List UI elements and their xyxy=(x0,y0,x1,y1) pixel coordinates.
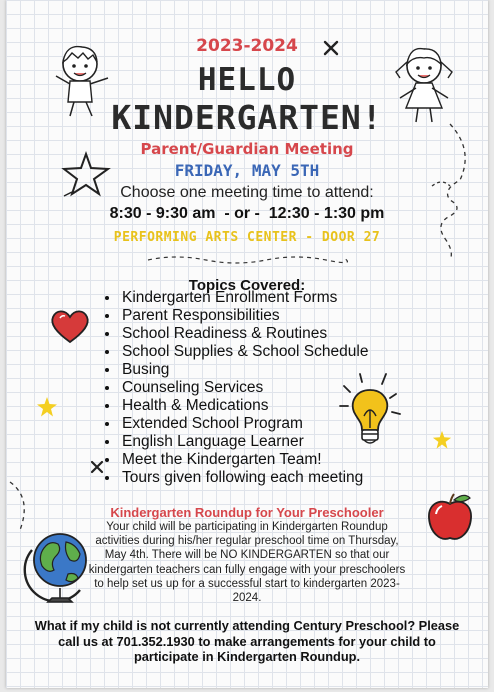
globe-icon xyxy=(20,520,100,610)
boy-doodle-icon xyxy=(48,40,126,120)
meeting-date: FRIDAY, MAY 5TH xyxy=(174,161,320,180)
apple-icon xyxy=(424,492,476,544)
list-item: • Tours given following each meeting xyxy=(120,469,368,487)
school-year: 2023-2024 xyxy=(196,36,298,56)
roundup-heading: Kindergarten Roundup for Your Preschooler xyxy=(110,505,384,520)
dashed-swirl-decoration xyxy=(420,120,480,260)
list-item: • Health & Medications xyxy=(120,397,368,415)
cross-mark-icon xyxy=(90,460,104,474)
list-item: • Busing xyxy=(120,361,368,379)
list-item: • Counseling Services xyxy=(120,379,368,397)
topics-heading: Topics Covered: xyxy=(188,277,306,294)
flyer-page xyxy=(6,0,488,688)
list-item: • English Language Learner xyxy=(120,433,368,451)
wavy-divider xyxy=(146,252,346,266)
topics-list xyxy=(102,289,368,487)
choose-time-text: Choose one meeting time to attend: xyxy=(120,184,374,201)
small-star-icon xyxy=(432,430,452,450)
girl-doodle-icon xyxy=(384,42,464,126)
headline-kindergarten: KINDERGARTEN! xyxy=(111,98,383,137)
list-item: • Meet the Kindergarten Team! xyxy=(120,451,368,469)
list-item: • Kindergarten Enrollment Forms xyxy=(120,289,368,307)
meeting-location: PERFORMING ARTS CENTER - DOOR 27 xyxy=(113,230,381,245)
list-item: • Parent Responsibilities xyxy=(120,307,368,325)
list-item: • Extended School Program xyxy=(120,415,368,433)
meeting-times: 8:30 - 9:30 am - or - 12:30 - 1:30 pm xyxy=(109,205,385,222)
cross-mark-icon xyxy=(323,40,339,56)
small-star-icon xyxy=(36,396,58,418)
list-item: • School Supplies & School Schedule xyxy=(120,343,368,361)
headline-hello: HELLO xyxy=(197,62,297,98)
heart-icon xyxy=(50,308,90,344)
lightbulb-icon xyxy=(338,372,402,452)
meeting-subtitle: Parent/Guardian Meeting xyxy=(140,140,354,158)
list-item: • School Readiness & Routines xyxy=(120,325,368,343)
star-doodle-icon xyxy=(62,152,110,196)
footer-note: What if my child is not currently attending Century Preschool? Please call us at 701.352.1930 to make arrangements for your child to participate in Kindergarten Roundup. xyxy=(34,618,460,664)
roundup-body: Your child will be participating in Kindergarten Roundup activities during his/her regular preschool time on Thursday, May 4th. There will be NO KINDERGARTEN so that our kindergarten teachers can fully engage with your preschoolers to help set us up for a successful start to kindergarten 2023-2024. xyxy=(88,521,406,605)
